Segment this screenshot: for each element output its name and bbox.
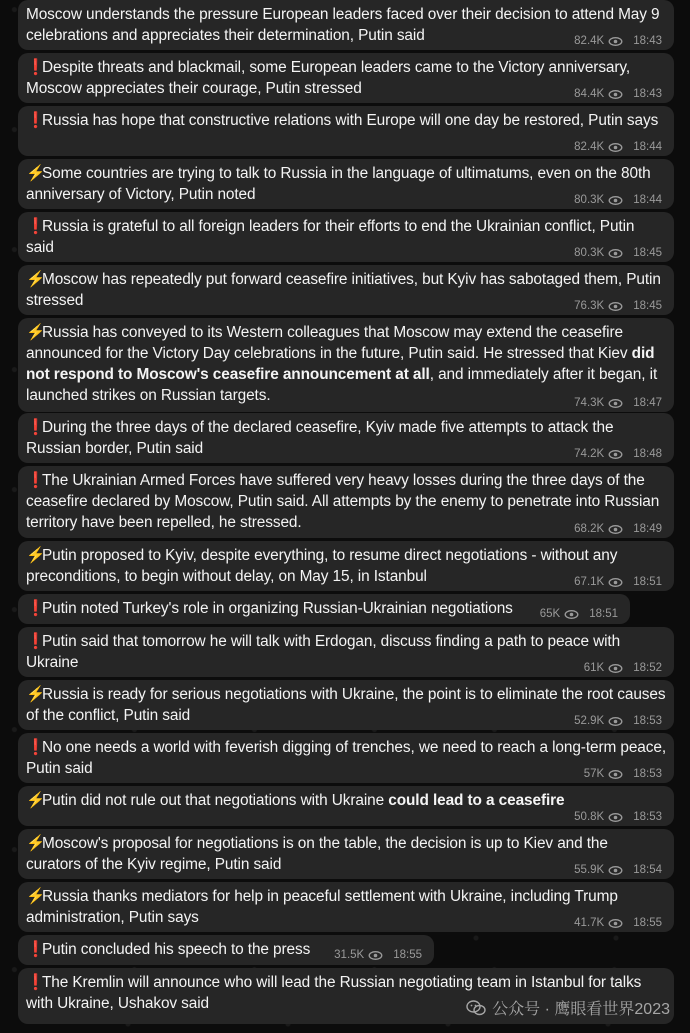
message-meta [574, 715, 662, 727]
message-meta [574, 864, 662, 876]
exclamation-icon: ❗ [26, 472, 46, 489]
bold-text: could lead to a ceasefire [388, 792, 565, 809]
lightning-icon: ⚡ [26, 686, 46, 703]
view-count: 74.3K [574, 397, 605, 409]
message-text: Moscow understands the pressure European leaders faced over their decision to attend May 9 celebrations and appreciates their determination, Putin said [26, 6, 660, 44]
view-count: 31.5K [334, 949, 365, 961]
eye-icon [608, 770, 623, 779]
wechat-icon [466, 1000, 486, 1016]
view-count: 55.9K [574, 864, 605, 876]
view-count: 76.3K [574, 300, 605, 312]
message-bubble[interactable] [18, 935, 434, 965]
message-bubble[interactable] [18, 882, 674, 932]
eye-icon [608, 664, 623, 673]
message-text: ❗Russia is grateful to all foreign leaders for their efforts to end the Ukrainian conflict, Putin said [26, 218, 635, 256]
view-count: 41.7K [574, 917, 605, 929]
message-text: ⚡Moscow's proposal for negotiations is on the table, the decision is up to Kiev and the curators of the Kyiv regime, Putin said [26, 835, 608, 873]
message-bubble[interactable] [18, 159, 674, 209]
eye-icon [608, 90, 623, 99]
lightning-icon: ⚡ [26, 792, 46, 809]
message-text: ❗Russia has hope that constructive relations with Europe will one day be restored, Putin says [26, 112, 659, 129]
timestamp: 18:53 [633, 768, 662, 780]
exclamation-icon: ❗ [26, 59, 46, 76]
view-count: 80.3K [574, 247, 605, 259]
eye-icon [368, 951, 383, 960]
timestamp: 18:43 [633, 35, 662, 47]
timestamp: 18:45 [633, 247, 662, 259]
exclamation-icon: ❗ [26, 974, 46, 991]
timestamp: 18:43 [633, 88, 662, 100]
message-text: ⚡Some countries are trying to talk to Russia in the language of ultimatums, even on the 80th anniversary of Victory, Putin noted [26, 165, 651, 203]
message-text: ❗No one needs a world with feverish digging of trenches, we need to reach a long-term peace, Putin said [26, 739, 666, 777]
eye-icon [608, 302, 623, 311]
eye-icon [608, 525, 623, 534]
message-bubble[interactable] [18, 53, 674, 103]
exclamation-icon: ❗ [26, 941, 46, 958]
message-text: ❗Despite threats and blackmail, some European leaders came to the Victory anniversary, Moscow appreciates their courage, Putin stressed [26, 59, 631, 97]
message-meta [574, 448, 662, 460]
message-bubble[interactable] [18, 680, 674, 730]
eye-icon [564, 610, 579, 619]
view-count: 61K [583, 662, 605, 674]
view-count: 68.2K [574, 523, 605, 535]
exclamation-icon: ❗ [26, 112, 46, 129]
view-count: 65K [539, 608, 561, 620]
view-count: 80.3K [574, 194, 605, 206]
exclamation-icon: ❗ [26, 218, 46, 235]
message-meta [574, 811, 662, 823]
message-text: ❗During the three days of the declared ceasefire, Kyiv made five attempts to attack the Russian border, Putin said [26, 419, 614, 457]
lightning-icon: ⚡ [26, 835, 46, 852]
message-meta [584, 662, 662, 674]
message-text: ❗The Kremlin will announce who will lead the Russian negotiating team in Istanbul for talks with Ukraine, Ushakov said [26, 974, 642, 1012]
eye-icon [608, 37, 623, 46]
message-text: ⚡Putin did not rule out that negotiations with Ukraine could lead to a ceasefire [26, 792, 565, 809]
message-text: ❗Putin said that tomorrow he will talk with Erdogan, discuss finding a path to peace with Ukraine [26, 633, 621, 671]
message-text: ❗Putin concluded his speech to the press [26, 941, 311, 958]
eye-icon [608, 578, 623, 587]
message-bubble[interactable] [18, 0, 674, 50]
message-bubble[interactable] [18, 594, 630, 624]
exclamation-icon: ❗ [26, 633, 46, 650]
bold-text: did not respond to Moscow's ceasefire announcement at all [26, 345, 655, 383]
message-meta [574, 300, 662, 312]
timestamp: 18:55 [633, 917, 662, 929]
message-text: ❗The Ukrainian Armed Forces have suffered very heavy losses during the three days of the ceasefire declared by Moscow, Putin said. All attempts by the enemy to penetrate into Russian territory have been repelled, he stressed. [26, 472, 660, 531]
message-bubble[interactable] [18, 106, 674, 156]
message-bubble[interactable] [18, 733, 674, 783]
message-meta [574, 917, 662, 929]
message-bubble[interactable] [18, 466, 674, 538]
message-bubble[interactable] [18, 413, 674, 463]
message-bubble[interactable] [18, 786, 674, 826]
eye-icon [608, 399, 623, 408]
eye-icon [608, 919, 623, 928]
message-meta [574, 194, 662, 206]
message-text: ⚡Moscow has repeatedly put forward ceasefire initiatives, but Kyiv has sabotaged them, Putin stressed [26, 271, 661, 309]
timestamp: 18:54 [633, 864, 662, 876]
exclamation-icon: ❗ [26, 600, 46, 617]
eye-icon [608, 450, 623, 459]
lightning-icon: ⚡ [26, 547, 46, 564]
timestamp: 18:53 [633, 715, 662, 727]
message-bubble[interactable] [18, 627, 674, 677]
timestamp: 18:52 [633, 662, 662, 674]
message-meta [574, 576, 662, 588]
message-meta [574, 141, 662, 153]
timestamp: 18:47 [633, 397, 662, 409]
lightning-icon: ⚡ [26, 271, 46, 288]
message-meta [574, 35, 662, 47]
view-count: 84.4K [574, 88, 605, 100]
timestamp: 18:51 [633, 576, 662, 588]
timestamp: 18:53 [633, 811, 662, 823]
lightning-icon: ⚡ [26, 165, 46, 182]
timestamp: 18:51 [589, 608, 618, 620]
view-count: 82.4K [574, 35, 605, 47]
message-meta [584, 768, 662, 780]
message-text: ❗Putin noted Turkey's role in organizing Russian-Ukrainian negotiations [26, 600, 513, 617]
message-bubble[interactable] [18, 829, 674, 879]
view-count: 82.4K [574, 141, 605, 153]
message-meta [574, 88, 662, 100]
view-count: 50.8K [574, 811, 605, 823]
message-text: ⚡Russia has conveyed to its Western colleagues that Moscow may extend the ceasefire announced for the Victory Day celebrations in the future, Putin said. He stressed that Kiev did not respond to Moscow's ceasefire announcement at all, and immediately after it began, it launched strikes on Russian targets. [26, 324, 658, 404]
eye-icon [608, 249, 623, 258]
exclamation-icon: ❗ [26, 419, 46, 436]
eye-icon [608, 866, 623, 875]
watermark [466, 996, 670, 1019]
lightning-icon: ⚡ [26, 324, 46, 341]
message-bubble[interactable] [18, 212, 674, 262]
message-meta [540, 608, 618, 620]
message-meta [574, 523, 662, 535]
view-count: 74.2K [574, 448, 605, 460]
message-text: ⚡Russia thanks mediators for help in peaceful settlement with Ukraine, including Trump administration, Putin says [26, 888, 618, 926]
view-count: 57K [583, 768, 605, 780]
timestamp: 18:45 [633, 300, 662, 312]
message-text: ⚡Russia is ready for serious negotiations with Ukraine, the point is to eliminate the root causes of the conflict, Putin said [26, 686, 666, 724]
timestamp: 18:55 [393, 949, 422, 961]
timestamp: 18:44 [633, 194, 662, 206]
message-meta [574, 247, 662, 259]
watermark-text: 公众号 · 鹰眼看世界2023 [492, 1001, 670, 1018]
eye-icon [608, 196, 623, 205]
view-count: 52.9K [574, 715, 605, 727]
exclamation-icon: ❗ [26, 739, 46, 756]
message-meta [574, 397, 662, 409]
timestamp: 18:49 [633, 523, 662, 535]
lightning-icon: ⚡ [26, 888, 46, 905]
message-bubble[interactable] [18, 265, 674, 315]
eye-icon [608, 143, 623, 152]
message-meta [334, 949, 422, 961]
message-bubble[interactable] [18, 318, 674, 412]
message-text: ⚡Putin proposed to Kyiv, despite everything, to resume direct negotiations - without any preconditions, to begin without delay, on May 15, in Istanbul [26, 547, 618, 585]
timestamp: 18:48 [633, 448, 662, 460]
eye-icon [608, 717, 623, 726]
view-count: 67.1K [574, 576, 605, 588]
timestamp: 18:44 [633, 141, 662, 153]
message-bubble[interactable] [18, 541, 674, 591]
eye-icon [608, 813, 623, 822]
